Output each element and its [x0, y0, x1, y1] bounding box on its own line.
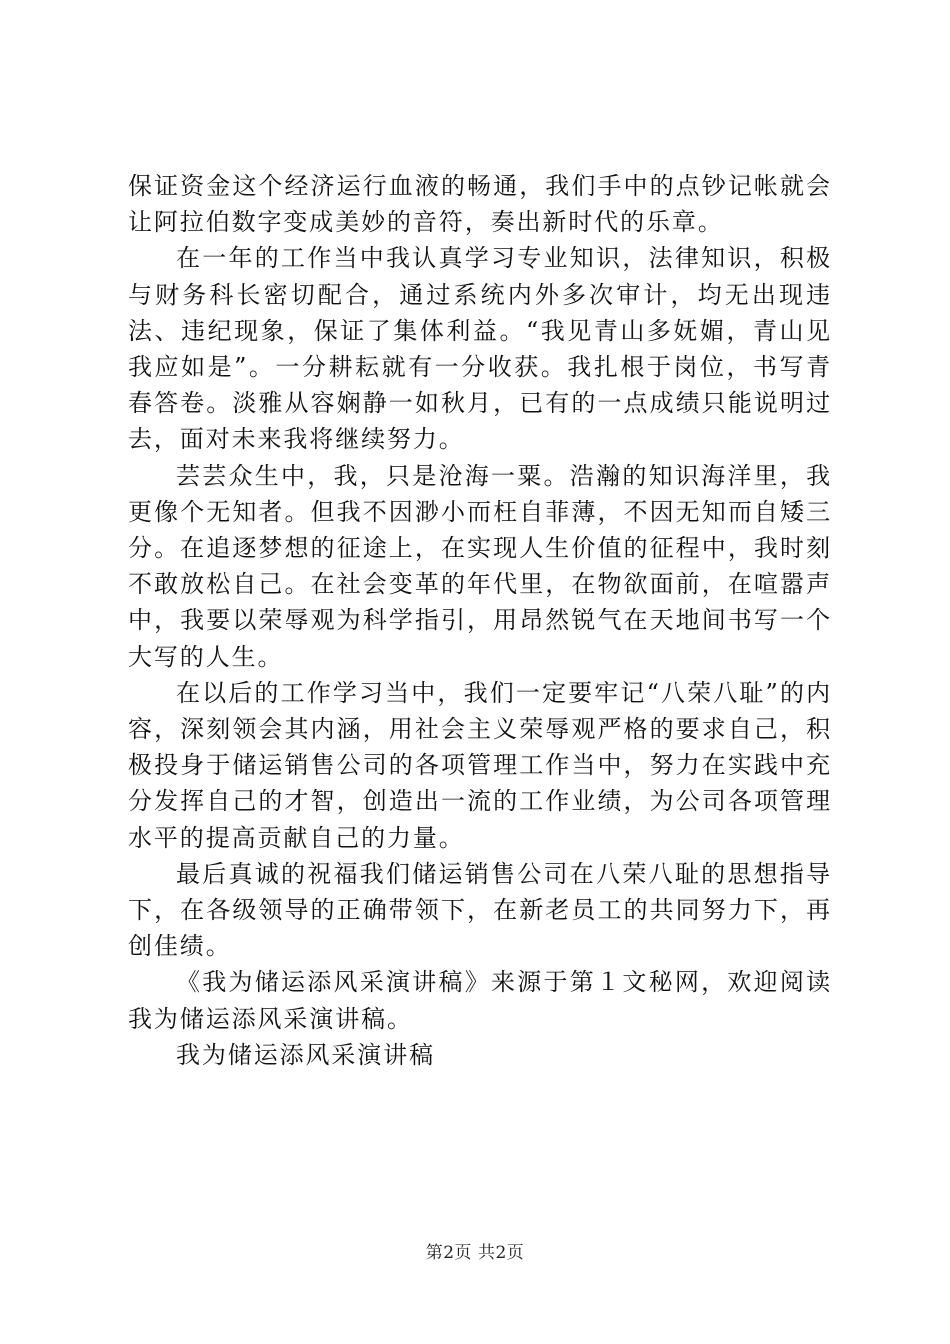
paragraph-closing-wishes: 最后真诚的祝福我们储运销售公司在八荣八耻的思想指导下，在各级领导的正确带领下，在新老员工的共同努力下，再创佳绩。 [128, 859, 832, 961]
paragraph-continuation: 保证资金这个经济运行血液的畅通，我们手中的点钞记帐就会让阿拉伯数字变成美妙的音符，奏出新时代的乐章。 [128, 172, 832, 237]
page-number-footer: 第2页 共2页 [425, 1243, 525, 1263]
paragraph-document-title: 我为储运添风采演讲稿 [176, 1040, 435, 1069]
document-body [128, 168, 832, 1073]
paragraph-future-commitment: 在以后的工作学习当中，我们一定要牢记“八荣八耻”的内容，深刻领会其内涵，用社会主义荣辱观严格的要求自己，积极投身于储运销售公司的各项管理工作当中，努力在实践中充分发挥自己的才智，创造出一流的工作业绩，为公司各项管理水平的提高贡献自己的力量。 [128, 678, 832, 852]
paragraph-self-reflection: 芸芸众生中，我，只是沧海一粟。浩瀚的知识海洋里，我更像个无知者。但我不因渺小而枉自菲薄，不因无知而自矮三分。在追逐梦想的征途上，在实现人生价值的征程中，我时刻不敢放松自己。在社会变革的年代里，在物欲面前，在喧嚣声中，我要以荣辱观为科学指引，用昂然锐气在天地间书写一个大写的人生。 [128, 461, 832, 671]
paragraph-source-note: 《我为储运添风采演讲稿》来源于第１文秘网，欢迎阅读我为储运添风采演讲稿。 [128, 968, 832, 1033]
paragraph-work-summary: 在一年的工作当中我认真学习专业知识，法律知识，积极与财务科长密切配合，通过系统内外多次审计，均无出现违法、违纪现象，保证了集体利益。“我见青山多妩媚，青山见我应如是”。一分耕耘就有一分收获。我扎根于岗位，书写青春答卷。淡雅从容娴静一如秋月，已有的一点成绩只能说明过去，面对未来我将继续努力。 [128, 244, 832, 454]
